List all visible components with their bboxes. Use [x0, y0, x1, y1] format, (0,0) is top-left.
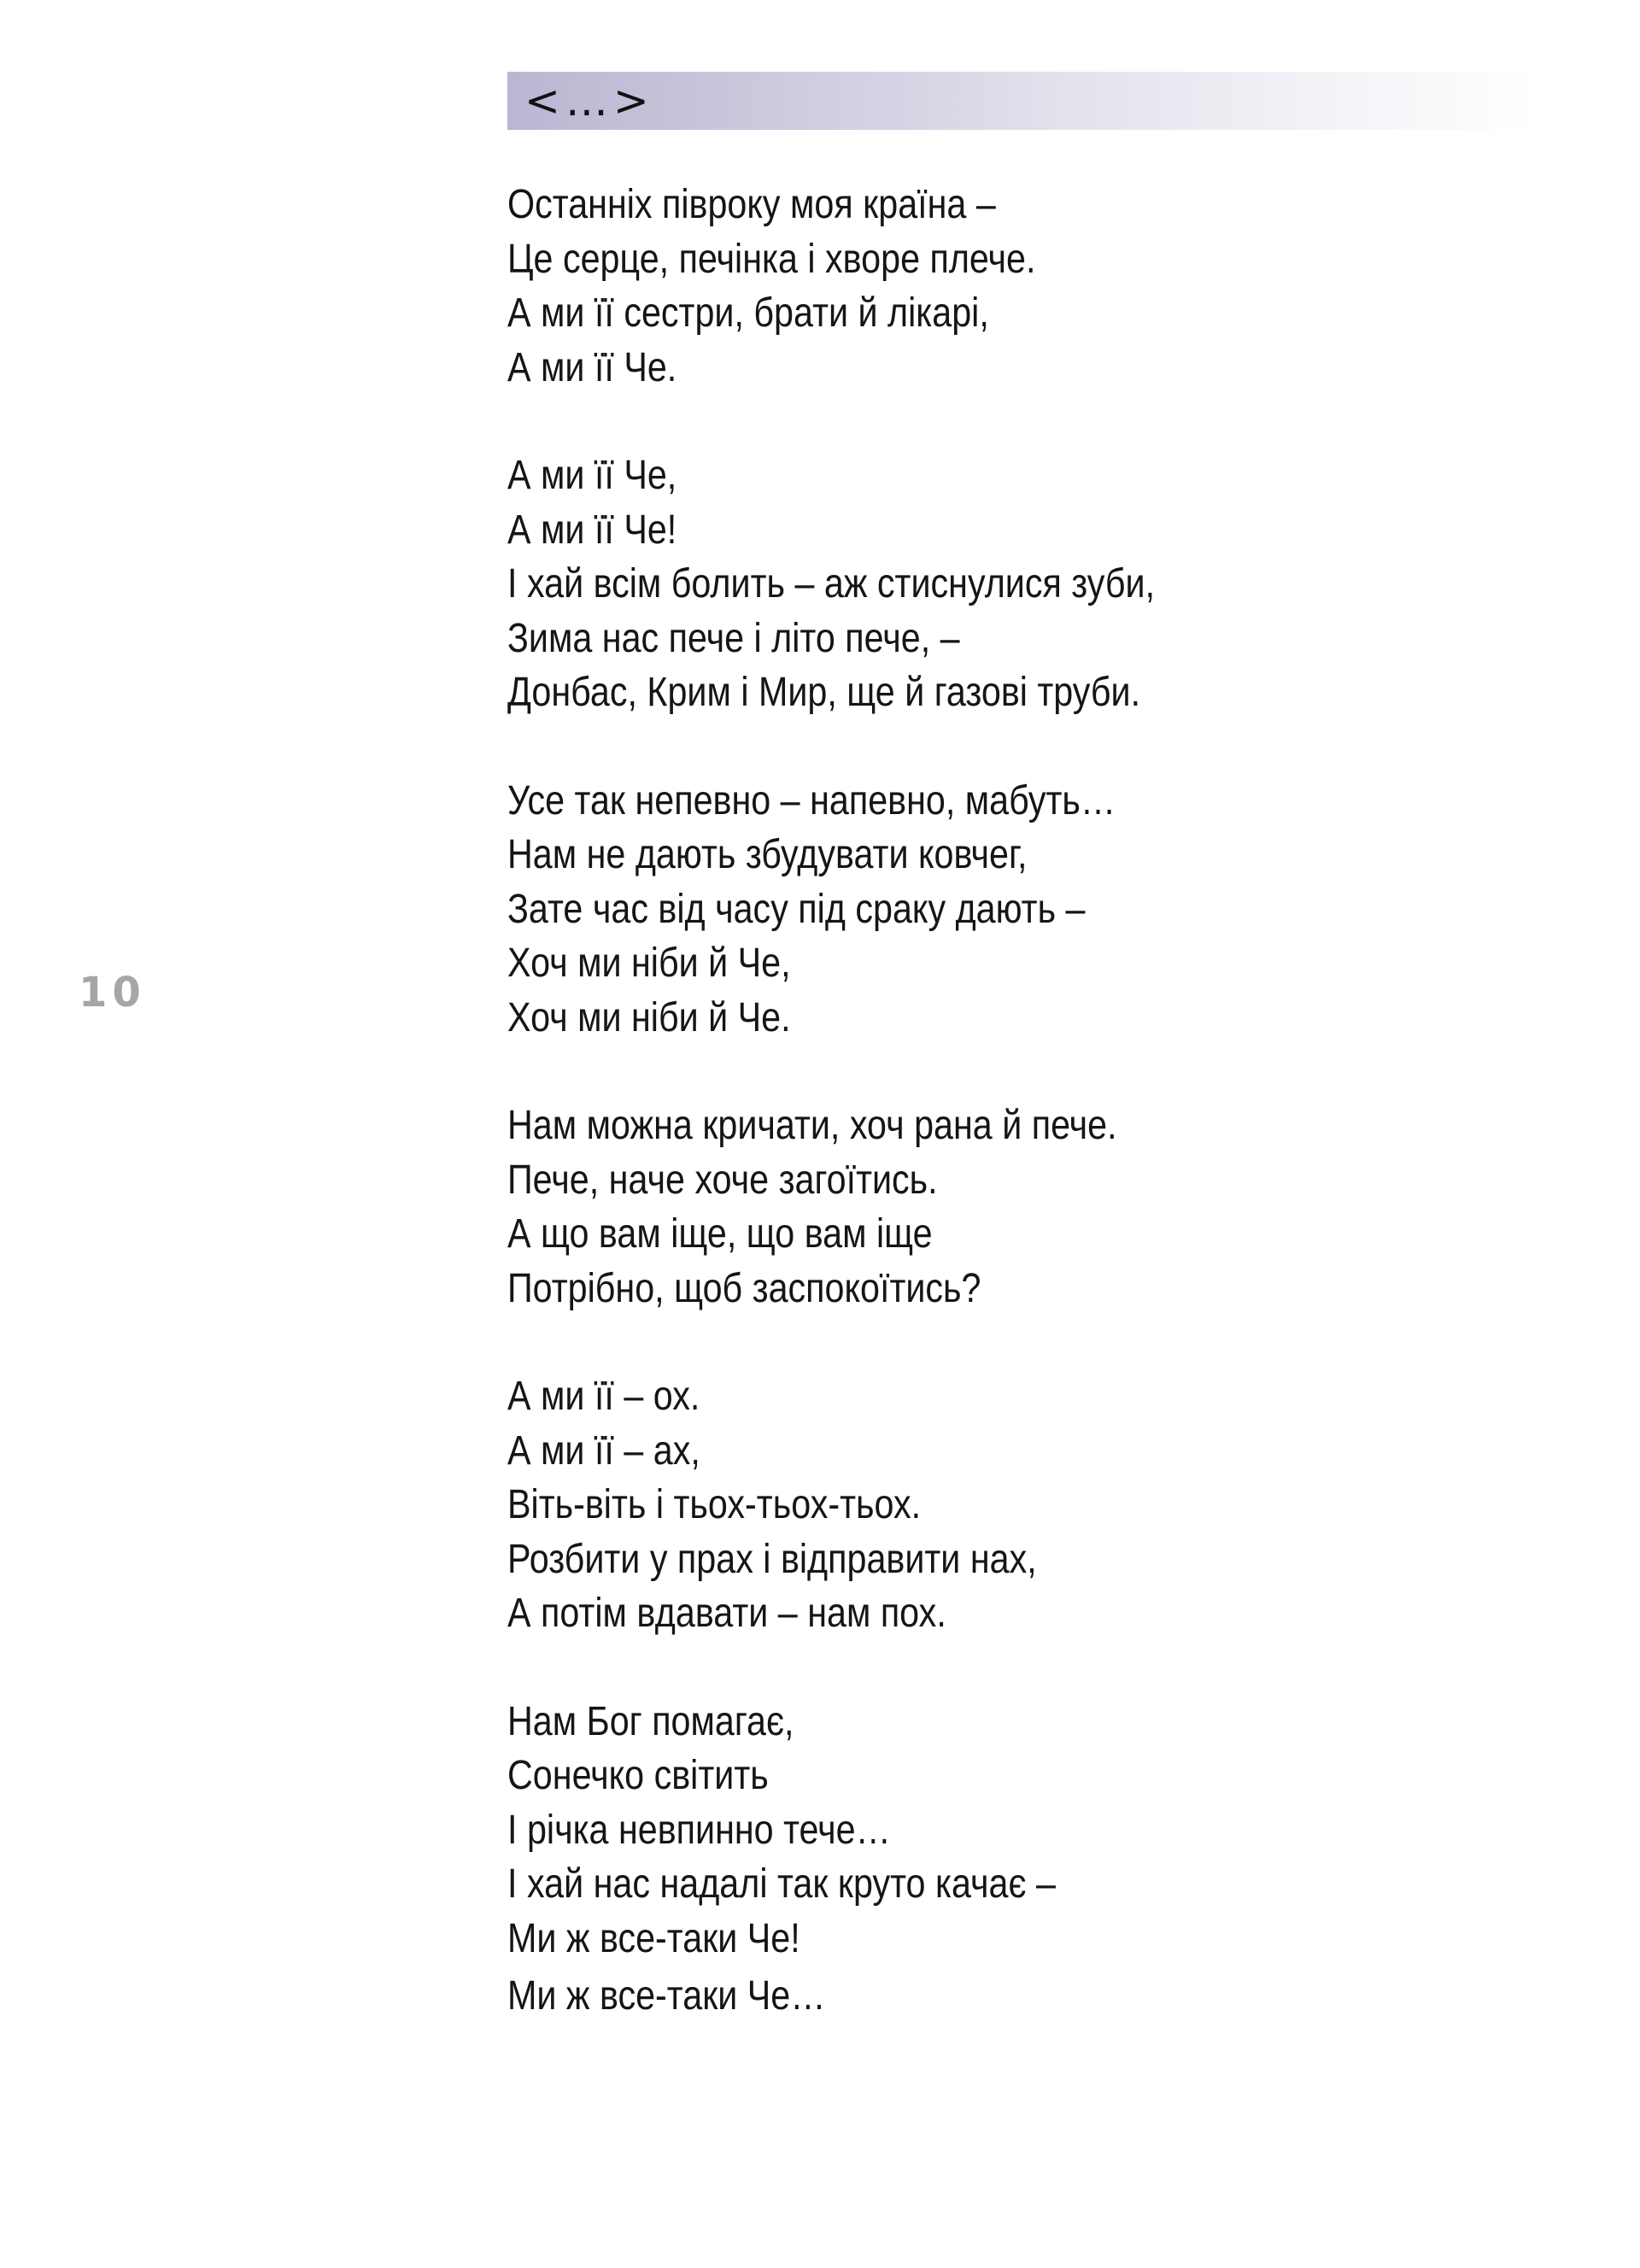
poem-line: Це серце, печінка і хворе плече.: [507, 236, 1036, 282]
poem-line: І хай всім болить – аж стиснулися зуби,: [507, 561, 1156, 607]
stanza: [507, 1695, 1567, 2024]
poem-title: <…>: [524, 76, 654, 126]
poem-line: Донбас, Крим і Мир, ще й газові труби.: [507, 670, 1141, 715]
poem-body: [507, 178, 1567, 2078]
stanza: [507, 178, 1567, 395]
poem-line: І хай нас надалі так круто качає –: [507, 1861, 1056, 1907]
poem-line: Пече, наче хоче загоїтись.: [507, 1157, 938, 1203]
poem-line: А ми її сестри, брати й лікарі,: [507, 290, 989, 336]
poem-line: Потрібно, щоб заспокоїтись?: [507, 1265, 981, 1311]
stanza: [507, 448, 1567, 720]
poem-line: Зате час від часу під сраку дають –: [507, 886, 1086, 932]
poem-line: А ми її – ах,: [507, 1427, 700, 1474]
poem-line: Розбити у прах і відправити нах,: [507, 1536, 1037, 1582]
poem-line: І річка невпинно тече…: [507, 1807, 891, 1853]
poem-line: Ми ж все-таки Че…: [507, 1973, 826, 2019]
header-band: [507, 72, 1532, 130]
poem-line: Останніх півроку моя країна –: [507, 182, 996, 227]
poem-line: Сонечко світить: [507, 1753, 769, 1798]
poem-line: А ми її Че!: [507, 507, 677, 553]
stanza: [507, 1369, 1567, 1641]
poem-line: Ми ж все-таки Че!: [507, 1915, 800, 1961]
poem-line: Нам можна кричати, хоч рана й пече.: [507, 1103, 1117, 1148]
poem-line: А що вам іще, що вам іще: [507, 1211, 933, 1257]
page-number: 10: [79, 969, 146, 1017]
poem-line: Нам не дають збудувати ковчег,: [507, 832, 1028, 877]
poem-line: Хоч ми ніби й Че.: [507, 994, 791, 1040]
poem-line: Хоч ми ніби й Че,: [507, 941, 791, 986]
poem-line: Зима нас пече і літо пече, –: [507, 615, 960, 661]
poem-line: Нам Бог помагає,: [507, 1698, 794, 1744]
stanza: [507, 1099, 1567, 1316]
poem-line: А ми її – ох.: [507, 1374, 700, 1419]
poem-line: Усе так непевно – напевно, мабуть…: [507, 777, 1116, 823]
poem-line: Віть-віть і тьох-тьох-тьох.: [507, 1482, 922, 1527]
poem-line: А потім вдавати – нам пох.: [507, 1591, 946, 1636]
stanza: [507, 774, 1567, 1046]
poem-line: А ми її Че.: [507, 344, 677, 390]
poem-line: А ми її Че,: [507, 453, 677, 498]
